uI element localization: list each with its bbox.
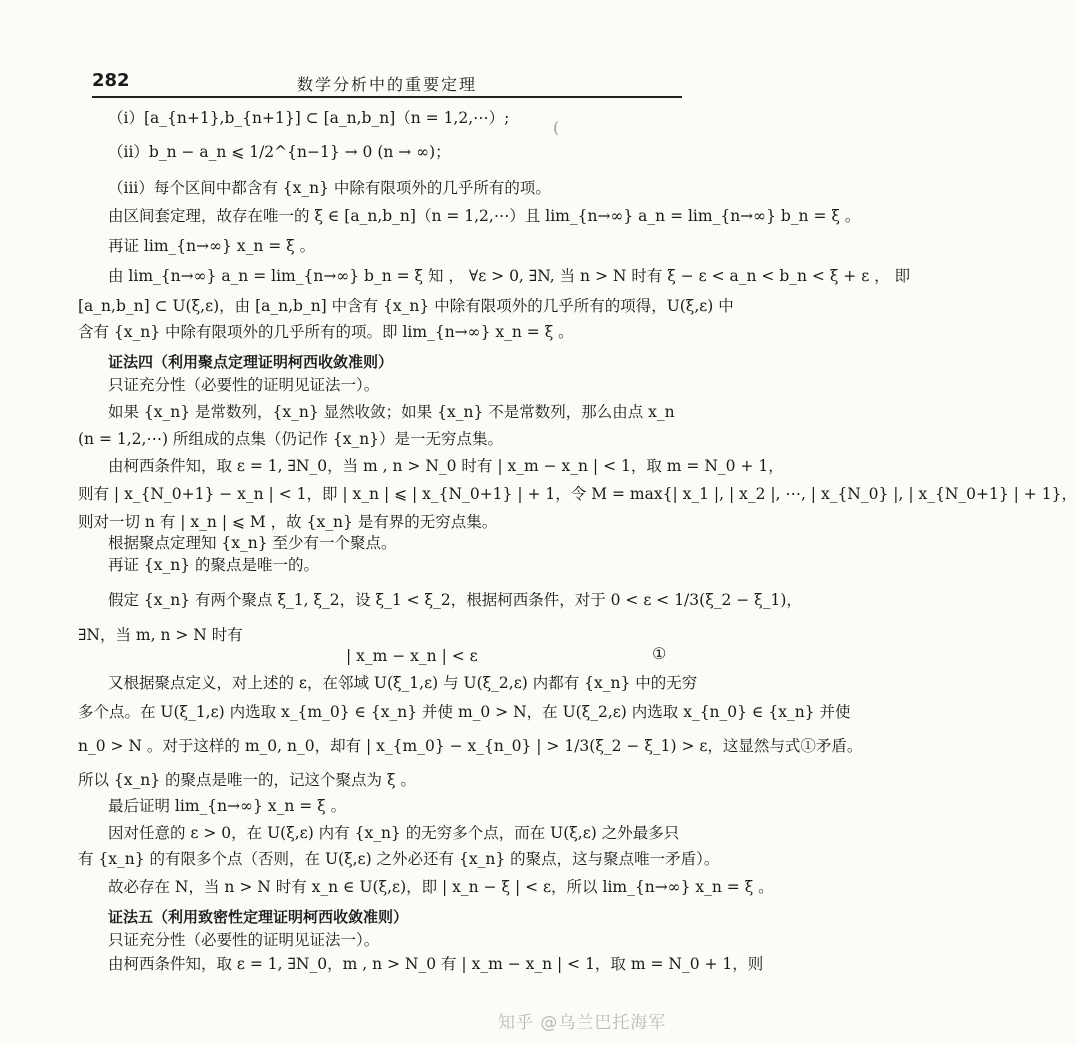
running-title: 数学分析中的重要定理	[296, 75, 477, 94]
text-line: 又根据聚点定义，对上述的 ε，在邻域 U(ξ_1,ε) 与 U(ξ_2,ε) 内都有 {x_n} 中的无穷	[108, 674, 698, 692]
equation-number: ①	[652, 644, 667, 663]
text-line: 由 lim_{n→∞} a_n = lim_{n→∞} b_n = ξ 知 ， ∀ε > 0, ∃N, 当 n > N 时有 ξ − ε < a_n < b_n < ξ + ε ， 即	[108, 267, 911, 285]
page-number: 282	[92, 70, 130, 91]
text-line: 有 {x_n} 的有限多个点（否则，在 U(ξ,ε) 之外必还有 {x_n} 的聚点，这与聚点唯一矛盾）。	[78, 850, 720, 868]
text-line: 则对一切 n 有 | x_n | ⩽ M ，故 {x_n} 是有界的无穷点集。	[78, 513, 498, 531]
text-line: 所以 {x_n} 的聚点是唯一的，记这个聚点为 ξ 。	[78, 771, 416, 789]
text-line: 故必存在 N，当 n > N 时有 x_n ∈ U(ξ,ε)，即 | x_n − ξ | < ε，所以 lim_{n→∞} x_n = ξ 。	[108, 878, 774, 896]
text-line: 假定 {x_n} 有两个聚点 ξ_1, ξ_2，设 ξ_1 < ξ_2，根据柯西条件，对于 0 < ε < 1/3(ξ_2 − ξ_1)，	[108, 591, 802, 609]
text-line: 因对任意的 ε > 0，在 U(ξ,ε) 内有 {x_n} 的无穷多个点，而在 U(ξ,ε) 之外最多只	[108, 824, 680, 842]
condition-iii: （iii）每个区间中都含有 {x_n} 中除有限项外的几乎所有的项。	[108, 179, 551, 197]
proof-four-heading: 证法四（利用聚点定理证明柯西收敛准则）	[108, 353, 394, 371]
text-line: 由柯西条件知，取 ε = 1, ∃N_0，m , n > N_0 有 | x_m − x_n | < 1，取 m = N_0 + 1，则	[108, 955, 764, 973]
text-line: 含有 {x_n} 中除有限项外的几乎所有的项。即 lim_{n→∞} x_n = ξ 。	[78, 323, 574, 341]
text-line: 多个点。在 U(ξ_1,ε) 内选取 x_{m_0} ∈ {x_n} 并使 m_0 > N，在 U(ξ_2,ε) 内选取 x_{n_0} ∈ {x_n} 并使	[78, 703, 851, 721]
text-line: 最后证明 lim_{n→∞} x_n = ξ 。	[108, 797, 347, 815]
watermark: 知乎 @乌兰巴托海军	[498, 1013, 667, 1033]
text-line: 根据聚点定理知 {x_n} 至少有一个聚点。	[108, 534, 397, 552]
text-line: 由区间套定理，故存在唯一的 ξ ∈ [a_n,b_n]（n = 1,2,⋯）且 lim_{n→∞} a_n = lim_{n→∞} b_n = ξ 。	[108, 207, 861, 225]
condition-ii: （ii）b_n − a_n ⩽ 1/2^{n−1} → 0 (n → ∞)；	[108, 143, 451, 161]
text-line: ∃N，当 m, n > N 时有	[78, 626, 243, 644]
text-line: 只证充分性（必要性的证明见证法一）。	[108, 376, 380, 394]
pen-mark: (	[553, 118, 560, 137]
condition-i: （i）[a_{n+1},b_{n+1}] ⊂ [a_n,b_n]（n = 1,2,⋯）;	[108, 109, 510, 127]
proof-five-heading: 证法五（利用致密性定理证明柯西收敛准则）	[108, 908, 409, 926]
text-line: (n = 1,2,⋯) 所组成的点集（仍记作 {x_n}）是一无穷点集。	[78, 430, 504, 448]
text-line: 如果 {x_n} 是常数列，{x_n} 显然收敛；如果 {x_n} 不是常数列，那么由点 x_n	[108, 403, 675, 421]
text-line: n_0 > N 。对于这样的 m_0, n_0，却有 | x_{m_0} − x_{n_0} | > 1/3(ξ_2 − ξ_1) > ε，这显然与式①矛盾。	[78, 737, 863, 755]
text-line: 只证充分性（必要性的证明见证法一）。	[108, 931, 380, 949]
text-line: 由柯西条件知，取 ε = 1, ∃N_0，当 m , n > N_0 时有 | x_m − x_n | < 1，取 m = N_0 + 1，	[108, 457, 784, 475]
page-header	[92, 66, 682, 98]
text-line: [a_n,b_n] ⊂ U(ξ,ε)，由 [a_n,b_n] 中含有 {x_n} 中除有限项外的几乎所有的项得，U(ξ,ε) 中	[78, 297, 734, 315]
text-line: 则有 | x_{N_0+1} − x_n | < 1，即 | x_n | ⩽ | x_{N_0+1} | + 1，令 M = max{| x_1 |, | x_2 |, ⋯, | x_{N_0} |, | x_{N_0+1} | + 1}，	[78, 485, 1077, 503]
text-line: 再证 lim_{n→∞} x_n = ξ 。	[108, 237, 316, 255]
display-equation: | x_m − x_n | < ε	[346, 647, 478, 665]
text-line: 再证 {x_n} 的聚点是唯一的。	[108, 556, 320, 574]
